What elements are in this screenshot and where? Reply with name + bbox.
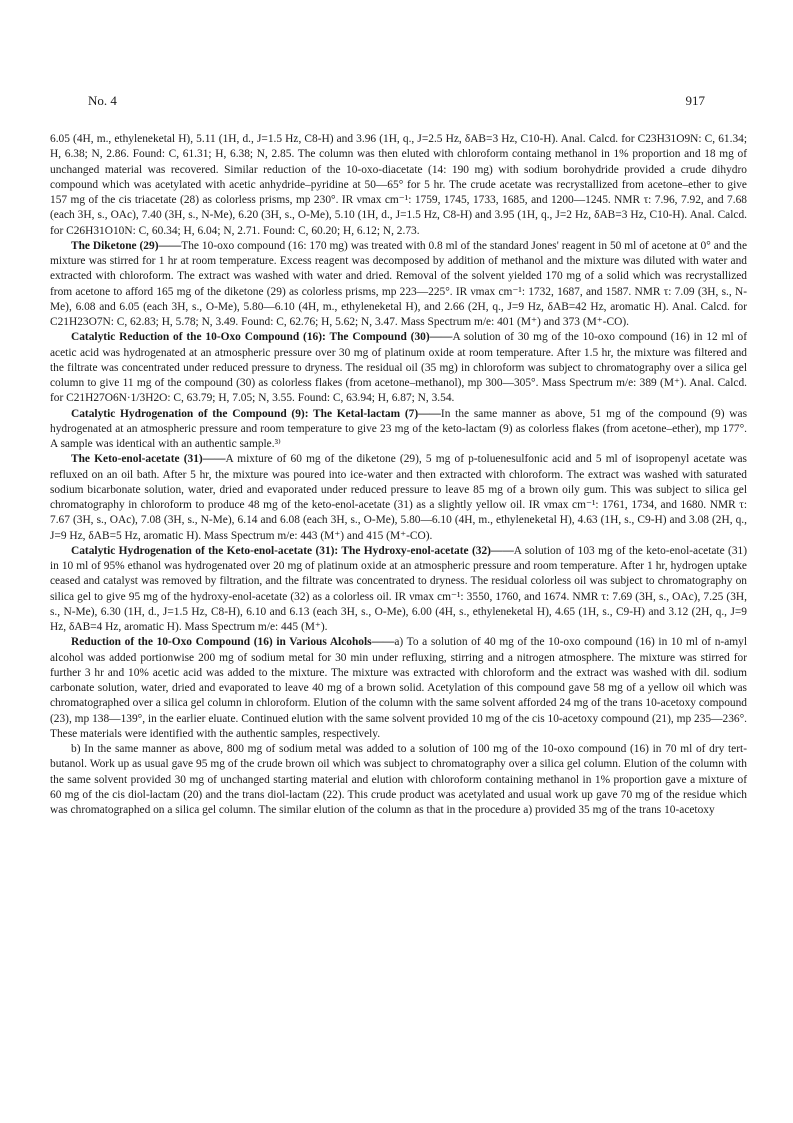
- running-header: [88, 93, 705, 113]
- section-heading: The Diketone (29)——: [71, 239, 182, 252]
- section-heading: Catalytic Reduction of the 10-Oxo Compound (16): The Compound (30)——: [71, 331, 453, 344]
- procedure-b-paragraph: b) In the same manner as above, 800 mg of sodium metal was added to a solution of 100 mg of the 10-oxo compound (16) in 70 ml of dry tert-butanol. Work up as usual gave 95 mg of the crude brown oil which was subject to chromatography over a silica gel column. Elution of the column with the same solvent provided 30 mg of unchanged starting material and elution with chloroform containing methanol in 1% proportion gave a mixture of 60 mg of the cis diol-lactam (20) and the trans diol-lactam (22). This crude product was acetylated and usual work up gave 70 mg of the residue which was chromatographed on a silica gel column. The similar elution of the column as that in the procedure a) provided 35 mg of the trans 10-acetoxy: [50, 743, 747, 816]
- section-alcohol-reduction: [50, 635, 747, 742]
- section-ketal-lactam: [50, 407, 747, 453]
- section-text: A solution of 30 mg of the 10-oxo compound (16) in 12 ml of acetic acid was hydrogenated at an atmospheric pressure over 30 mg of platinum oxide at room temperature. After 1.5 hr, the mixture was filtered and the filtrate was concentrated under reduced pressure to dryness. The residual oil (35 mg) in chloroform was subject to chromatography over a silica gel column to give 11 mg of the compound (30) as colorless flakes (from acetone–methanol), mp 300—305°. Mass Spectrum m/e: 389 (M⁺). Anal. Calcd. for C21H27O6N·1/3H2O: C, 63.79; H, 7.05; N, 3.55. Found: C, 63.94; H, 6.87; N, 3.54.: [50, 331, 748, 405]
- section-heading: Reduction of the 10-Oxo Compound (16) in Various Alcohols——: [71, 636, 395, 649]
- journal-issue: No. 4: [88, 93, 117, 108]
- page-number: 917: [685, 93, 705, 108]
- section-text: A mixture of 60 mg of the diketone (29), 5 mg of p-toluenesulfonic acid and 5 ml of isopropenyl acetate was refluxed on an oil bath. After 5 hr, the mixture was poured into ice-water and then extracted with chloroform. The extract was washed with saturated sodium bicarbonate solution, water, dried and evaporated under reduced pressure to leave 85 mg of a brown oily gum. This was subject to silica gel chromatography in chloroform to produce 48 mg of the keto-enol-acetate (31) as a slightly yellow oil. IR νmax cm⁻¹: 1761, 1734, and 1680. NMR τ: 7.67 (3H, s., OAc), 7.08 (3H, s., N-Me), 6.14 and 6.08 (each 3H, s., O-Me), 5.80—6.10 (4H, m., ethyleneketal H), 4.63 (1H, s., C9-H) and 3.08 (2H, q., J=9 Hz, δAB=5 Hz, aromatic H). Mass Spectrum m/e: 443 (M⁺) and 415 (M⁺-CO).: [50, 453, 747, 542]
- article-body: [50, 132, 747, 818]
- continued-paragraph: 6.05 (4H, m., ethyleneketal H), 5.11 (1H, d., J=1.5 Hz, C8-H) and 3.96 (1H, q., J=2.5 Hz, δAB=3 Hz, C10-H). Anal. Calcd. for C23H31O9N: C, 61.34; H, 6.38; N, 2.86. Found: C, 61.31; H, 6.38; N, 2.85. The column was then eluted with chloroform containg methanol in 1% proportion and 18 mg of unchanged material was recovered. Similar reduction of the 10-oxo-diacetate (14: 190 mg) with sodium borohydride provided a crude dihydro compound which was acetylated with acetic anhydride–pyridine at 50—65° for 5 hr. The crude acetate was recrystallized from acetone–ether to give 157 mg of the cis triacetate (28) as colorless prisms, mp 230°. IR νmax cm⁻¹: 1759, 1745, 1733, 1685, and 1200—1245. NMR τ: 7.96, 7.92, and 7.68 (each 3H, s., OAc), 7.40 (3H, s., N-Me), 6.20 (3H, s., O-Me), 5.10 (1H, d., J=1.5 Hz, C8-H) and 3.95 (1H, q., J=2 Hz, δAB=3 Hz, C10-H). Anal. Calcd. for C26H31O10N: C, 60.34; H, 6.04; N, 2.71. Found: C, 60.20; H, 6.12; N, 2.73.: [50, 133, 747, 237]
- section-text: a) To a solution of 40 mg of the 10-oxo compound (16) in 10 ml of n-amyl alcohol was added portionwise 200 mg of sodium metal for 30 min under refluxing, stirring and a nitrogen atmosphere. The mixture was stirred for further 3 hr and 10% acetic acid was added to the mixture. The mixture was extracted with chloroform and the extract was washed with dil. sodium carbonate solution, water, dried and evaporated to leave 40 mg of a brown solid. Acetylation of this compound gave 58 mg of a yellow oil which was chromatographed over a silica gel column in chloroform. Elution of the column with the same solvent afforded 24 mg of the trans 10-acetoxy compound (23), mp 138—139°, in the earlier eluate. Continued elution with the same solvent provided 10 mg of the cis 10-acetoxy compound (21), mp 235—236°. These materials were identified with the authentic samples, respectively.: [50, 636, 747, 740]
- section-heading: Catalytic Hydrogenation of the Compound (9): The Ketal-lactam (7)——: [71, 407, 441, 420]
- section-text: In the same manner as above, 51 mg of the compound (9) was hydrogenated at an atmospheric pressure and room temperature to give 23 mg of the keto-lactam (9) as colorless flakes (from acetone–ether), mp 177°. A sample was identical with an authentic sample.³⁾: [50, 407, 748, 450]
- section-heading: Catalytic Hydrogenation of the Keto-enol-acetate (31): The Hydroxy-enol-acetate (32)——: [71, 544, 514, 557]
- section-text: The 10-oxo compound (16: 170 mg) was treated with 0.8 ml of the standard Jones' reagent in 50 ml of acetone at 0° and the mixture was stirred for 1 hr at room temperature. Excess reagent was decomposed by addition of methanol and the mixture was diluted with water and extracted with chloroform. The extract was washed with water and dried. Removal of the solvent yielded 170 mg of a solid which was recrystallized from acetone to afford 165 mg of the diketone (29) as colorless prisms, mp 223—225°. IR νmax cm⁻¹: 1732, 1687, and 1587. NMR τ: 7.09 (3H, s., N-Me), 6.08 and 6.05 (each 3H, s., O-Me), 5.80—6.10 (4H, m., ethyleneketal H), and 2.66 (2H, q., J=9 Hz, δAB=42 Hz, aromatic H). Anal. Calcd. for C21H23O7N: C, 62.83; H, 5.78; N, 3.49. Found: C, 62.76; H, 5.62; N, 3.47. Mass Spectrum m/e: 401 (M⁺) and 373 (M⁺-CO).: [50, 239, 747, 328]
- section-catalytic-reduction: [50, 330, 747, 406]
- section-text: A solution of 103 mg of the keto-enol-acetate (31) in 10 ml of 95% ethanol was hydrogenated over 20 mg of platinum oxide at an atmospheric pressure and room temperature. After 1 hr, hydrogen uptake ceased and catalyst was removed by filtration, and the filtrate was concentrated to dryness. The residual colorless oil was subject to chromatography on silica gel to give 95 mg of the hydroxy-enol-acetate (32) as a colorless oil. IR νmax cm⁻¹: 3550, 1760, and 1674. NMR τ: 7.69 (3H, s., OAc), 7.25 (3H, s., N-Me), 6.30 (1H, d., J=1.5 Hz, C8-H), 6.10 and 6.13 (each 3H, s., O-Me), 6.00 (4H, s., ethyleneketal H), 4.65 (1H, s., C9-H) and 3.12 (2H, q., J=9 Hz, δAB=4 Hz, aromatic H). Mass Spectrum m/e: 445 (M⁺).: [50, 544, 747, 633]
- section-diketone: [50, 239, 747, 331]
- section-hydroxy-enol-acetate: [50, 544, 747, 636]
- section-heading: The Keto-enol-acetate (31)——: [71, 453, 226, 466]
- section-keto-enol-acetate: [50, 452, 747, 544]
